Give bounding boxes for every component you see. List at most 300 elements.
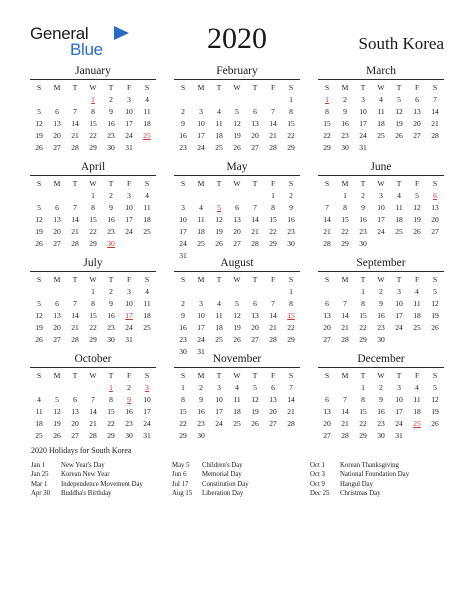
day-cell: 15 [323,119,331,128]
empty-cell [246,430,264,442]
day-cell: 18 [413,311,421,320]
day-cell: 29 [89,143,97,152]
empty-cell [48,94,66,106]
day-cell: 7 [271,107,275,116]
empty-cell [210,430,228,442]
day-cell: 29 [341,239,349,248]
empty-cell [336,382,354,394]
day-cell: 30 [107,335,115,344]
empty-cell [264,94,282,106]
month-july [30,256,156,346]
day-cell: 4 [217,299,221,308]
day-cell: 4 [37,395,41,404]
empty-cell [138,142,156,154]
day-cell: 16 [287,215,295,224]
month-title: June [370,161,392,173]
day-cell: 22 [287,323,295,332]
empty-cell [66,190,84,202]
holiday-name: National Foundation Day [340,471,410,479]
empty-cell [228,94,246,106]
week-row [30,418,156,430]
empty-cell [210,190,228,202]
day-cell: 30 [377,431,385,440]
day-cell: 26 [233,143,241,152]
day-cell: 22 [323,131,331,140]
day-cell: 23 [377,419,385,428]
day-cell: 2 [181,299,185,308]
day-cell: 25 [413,323,421,332]
empty-cell [30,94,48,106]
day-cell: 3 [379,191,383,200]
day-cell: 27 [71,431,79,440]
day-cell: 21 [71,323,79,332]
day-cell: 10 [197,311,205,320]
day-cell: 22 [287,131,295,140]
weekday-label: T [252,179,258,188]
day-cell: 11 [143,107,151,116]
day-cell: 11 [197,215,205,224]
holiday-entry [310,461,409,470]
day-cell: 22 [341,227,349,236]
weekday-label: M [341,83,349,92]
day-cell: 11 [233,395,241,404]
weekday-header [174,273,300,286]
day-cell: 18 [413,407,421,416]
month-title: March [365,65,396,77]
day-cell: 14 [269,311,277,320]
day-cell: 28 [71,335,79,344]
weekday-label: W [89,179,97,188]
day-cell: 6 [73,395,77,404]
weekday-label: F [270,371,276,380]
day-cell: 10 [197,119,205,128]
day-cell: 24 [179,239,187,248]
day-cell: 8 [91,299,95,308]
day-cell: 9 [343,107,347,116]
day-cell: 17 [359,119,367,128]
day-cell: 25 [377,131,385,140]
day-cell: 31 [125,143,133,152]
empty-cell [48,382,66,394]
day-cell: 29 [179,431,187,440]
holiday-entry [172,489,249,498]
week-row [318,310,444,322]
weekday-label: T [216,371,222,380]
month-march [318,64,444,154]
day-cell: 31 [359,143,367,152]
day-cell: 24 [359,131,367,140]
day-cell: 27 [251,335,259,344]
day-cell: 10 [125,299,133,308]
week-row [30,298,156,310]
day-cell: 2 [199,383,203,392]
day-cell: 18 [377,119,385,128]
day-cell: 19 [395,119,403,128]
day-cell: 18 [215,323,223,332]
weekday-label: S [180,371,186,380]
day-cell: 7 [73,107,77,116]
week-row [174,130,300,142]
holiday-name: Buddha's Birthday [61,490,112,498]
day-cell: 20 [71,419,79,428]
holiday-day: 9 [127,395,131,404]
empty-cell [264,286,282,298]
day-cell: 27 [251,143,259,152]
day-cell: 23 [107,131,115,140]
day-cell: 8 [109,395,113,404]
day-cell: 6 [253,107,257,116]
day-cell: 23 [179,335,187,344]
holiday-column [310,461,409,499]
weekday-label: T [108,83,114,92]
day-cell: 21 [431,119,439,128]
week-row [30,406,156,418]
day-cell: 31 [395,431,403,440]
month-title: January [75,65,111,77]
week-row [318,406,444,418]
day-cell: 27 [53,239,61,248]
day-cell: 1 [289,287,293,296]
weekday-label: M [197,179,205,188]
day-cell: 11 [395,203,403,212]
empty-cell [174,190,192,202]
day-cell: 7 [289,383,293,392]
week-row [30,382,156,394]
week-row [174,406,300,418]
day-cell: 9 [379,299,383,308]
day-cell: 16 [107,119,115,128]
day-cell: 16 [359,215,367,224]
day-cell: 11 [215,311,223,320]
holiday-date: Jul 17 [172,480,189,488]
day-cell: 2 [379,287,383,296]
day-cell: 25 [143,323,151,332]
day-cell: 28 [341,335,349,344]
month-october [30,352,156,442]
day-cell: 1 [91,287,95,296]
day-cell: 29 [107,431,115,440]
week-row [30,202,156,214]
day-cell: 27 [323,431,331,440]
day-cell: 6 [55,299,59,308]
day-cell: 21 [269,131,277,140]
day-cell: 12 [413,203,421,212]
empty-cell [30,286,48,298]
weekday-label: W [377,179,385,188]
weekday-label: M [341,275,349,284]
day-cell: 3 [127,95,131,104]
weekday-label: T [216,83,222,92]
day-cell: 26 [233,335,241,344]
day-cell: 3 [181,203,185,212]
month-title: October [74,353,112,365]
month-april [30,160,156,250]
day-cell: 29 [89,335,97,344]
day-cell: 24 [125,227,133,236]
weekday-label: W [233,371,241,380]
day-cell: 16 [107,215,115,224]
day-cell: 7 [433,95,437,104]
month-divider [318,271,444,272]
day-cell: 25 [197,239,205,248]
month-september [318,256,444,346]
day-cell: 24 [197,143,205,152]
weekday-label: T [396,83,402,92]
day-cell: 30 [341,143,349,152]
weekday-header [30,177,156,190]
weekday-label: W [233,83,241,92]
weekday-label: T [252,371,258,380]
week-row [318,418,444,430]
month-divider [174,79,300,80]
week-row [318,226,444,238]
month-title: November [212,353,262,365]
day-cell: 13 [323,311,331,320]
holiday-day: 3 [145,383,149,392]
holiday-name: Christmas Day [340,490,381,498]
empty-cell [228,286,246,298]
month-may [174,160,300,262]
day-cell: 21 [341,323,349,332]
day-cell: 5 [415,191,419,200]
weekday-header [318,273,444,286]
month-divider [318,367,444,368]
day-cell: 25 [35,431,43,440]
day-cell: 22 [89,131,97,140]
day-cell: 5 [37,203,41,212]
day-cell: 19 [53,419,61,428]
week-row [318,382,444,394]
holiday-day: 30 [107,239,115,248]
day-cell: 17 [395,407,403,416]
empty-cell [390,334,408,346]
day-cell: 20 [53,131,61,140]
day-cell: 4 [145,287,149,296]
day-cell: 18 [197,227,205,236]
empty-cell [210,94,228,106]
day-cell: 28 [71,239,79,248]
day-cell: 18 [35,419,43,428]
weekday-label: S [144,179,150,188]
day-cell: 26 [431,419,439,428]
day-cell: 4 [397,191,401,200]
day-cell: 4 [415,287,419,296]
day-cell: 22 [107,419,115,428]
day-cell: 13 [413,107,421,116]
day-cell: 15 [179,407,187,416]
day-cell: 9 [379,395,383,404]
day-cell: 20 [269,407,277,416]
holiday-entry [172,461,249,470]
empty-cell [390,142,408,154]
weekday-header [318,177,444,190]
weekday-label: F [270,179,276,188]
day-cell: 8 [343,203,347,212]
day-cell: 23 [377,323,385,332]
day-cell: 2 [109,287,113,296]
day-cell: 17 [377,215,385,224]
day-cell: 30 [287,239,295,248]
day-cell: 6 [253,299,257,308]
empty-cell [390,238,408,250]
day-cell: 10 [395,299,403,308]
empty-cell [84,382,102,394]
day-cell: 3 [397,287,401,296]
empty-cell [318,382,336,394]
day-cell: 16 [341,119,349,128]
weekday-label: T [108,371,114,380]
weekday-label: T [216,275,222,284]
weekday-label: T [252,83,258,92]
holiday-name: Children's Day [202,462,243,469]
day-cell: 24 [125,323,133,332]
day-cell: 2 [361,191,365,200]
weekday-label: S [432,179,438,188]
day-cell: 13 [53,311,61,320]
day-cell: 9 [109,107,113,116]
weekday-header [30,369,156,382]
empty-cell [174,286,192,298]
day-cell: 5 [235,299,239,308]
day-cell: 29 [359,335,367,344]
week-row [318,94,444,106]
weekday-header [174,81,300,94]
day-cell: 19 [35,131,43,140]
week-row [174,214,300,226]
day-cell: 17 [125,215,133,224]
day-cell: 28 [431,131,439,140]
weekday-label: S [144,275,150,284]
weekday-label: W [377,371,385,380]
day-cell: 28 [341,431,349,440]
holiday-name: Hangul Day [340,480,374,488]
day-cell: 6 [271,383,275,392]
week-row [30,214,156,226]
day-cell: 2 [181,107,185,116]
week-row [318,106,444,118]
week-row [174,430,300,442]
day-cell: 12 [35,311,43,320]
day-cell: 29 [269,239,277,248]
weekday-label: S [432,371,438,380]
day-cell: 11 [413,395,421,404]
day-cell: 15 [269,215,277,224]
day-cell: 16 [197,407,205,416]
day-cell: 7 [73,299,77,308]
day-cell: 10 [395,395,403,404]
day-cell: 15 [359,311,367,320]
day-cell: 24 [395,323,403,332]
weekday-label: T [72,275,78,284]
day-cell: 5 [433,287,437,296]
holiday-date: Oct 3 [310,471,325,479]
holiday-date: Apr 30 [31,490,51,498]
day-cell: 27 [323,335,331,344]
empty-cell [138,334,156,346]
month-february [174,64,300,154]
day-cell: 22 [89,227,97,236]
week-row [174,106,300,118]
weekday-label: S [36,371,42,380]
empty-cell [228,430,246,442]
day-cell: 20 [251,131,259,140]
week-row [318,190,444,202]
week-row [174,142,300,154]
day-cell: 19 [35,227,43,236]
day-cell: 7 [253,203,257,212]
day-cell: 21 [341,419,349,428]
day-cell: 3 [397,383,401,392]
weekday-label: S [144,371,150,380]
day-cell: 10 [143,395,151,404]
weekday-label: S [36,179,42,188]
day-cell: 26 [395,131,403,140]
day-cell: 11 [377,107,385,116]
weekday-label: S [324,83,330,92]
holiday-date: Jun 6 [172,471,187,479]
day-cell: 27 [53,143,61,152]
weekday-label: W [233,275,241,284]
day-cell: 16 [125,407,133,416]
day-cell: 19 [413,215,421,224]
day-cell: 16 [107,311,115,320]
empty-cell [426,238,444,250]
day-cell: 7 [325,203,329,212]
month-divider [30,367,156,368]
weekday-label: F [414,275,420,284]
day-cell: 26 [431,323,439,332]
day-cell: 14 [341,407,349,416]
day-cell: 7 [271,299,275,308]
holiday-entry [31,461,143,470]
week-row [174,202,300,214]
day-cell: 28 [71,143,79,152]
holiday-date: Jan 1 [31,462,46,469]
day-cell: 27 [53,335,61,344]
weekday-label: S [36,275,42,284]
day-cell: 20 [431,215,439,224]
month-title: February [216,65,258,77]
week-row [318,322,444,334]
month-divider [174,367,300,368]
weekday-label: S [36,83,42,92]
day-cell: 23 [125,419,133,428]
holiday-column [172,461,249,499]
holiday-entry [31,470,143,479]
weekday-label: S [432,275,438,284]
empty-cell [246,94,264,106]
week-row [30,394,156,406]
day-cell: 18 [395,215,403,224]
week-row [318,334,444,346]
day-cell: 1 [91,191,95,200]
week-row [30,286,156,298]
day-cell: 9 [361,203,365,212]
weekday-label: S [288,83,294,92]
weekday-label: W [377,83,385,92]
day-cell: 22 [359,419,367,428]
day-cell: 21 [89,419,97,428]
day-cell: 20 [53,323,61,332]
weekday-label: S [288,275,294,284]
holiday-name: Memorial Day [202,471,242,479]
empty-cell [336,286,354,298]
day-cell: 10 [359,107,367,116]
day-cell: 30 [107,143,115,152]
day-cell: 12 [233,311,241,320]
day-cell: 27 [413,131,421,140]
week-row [174,382,300,394]
